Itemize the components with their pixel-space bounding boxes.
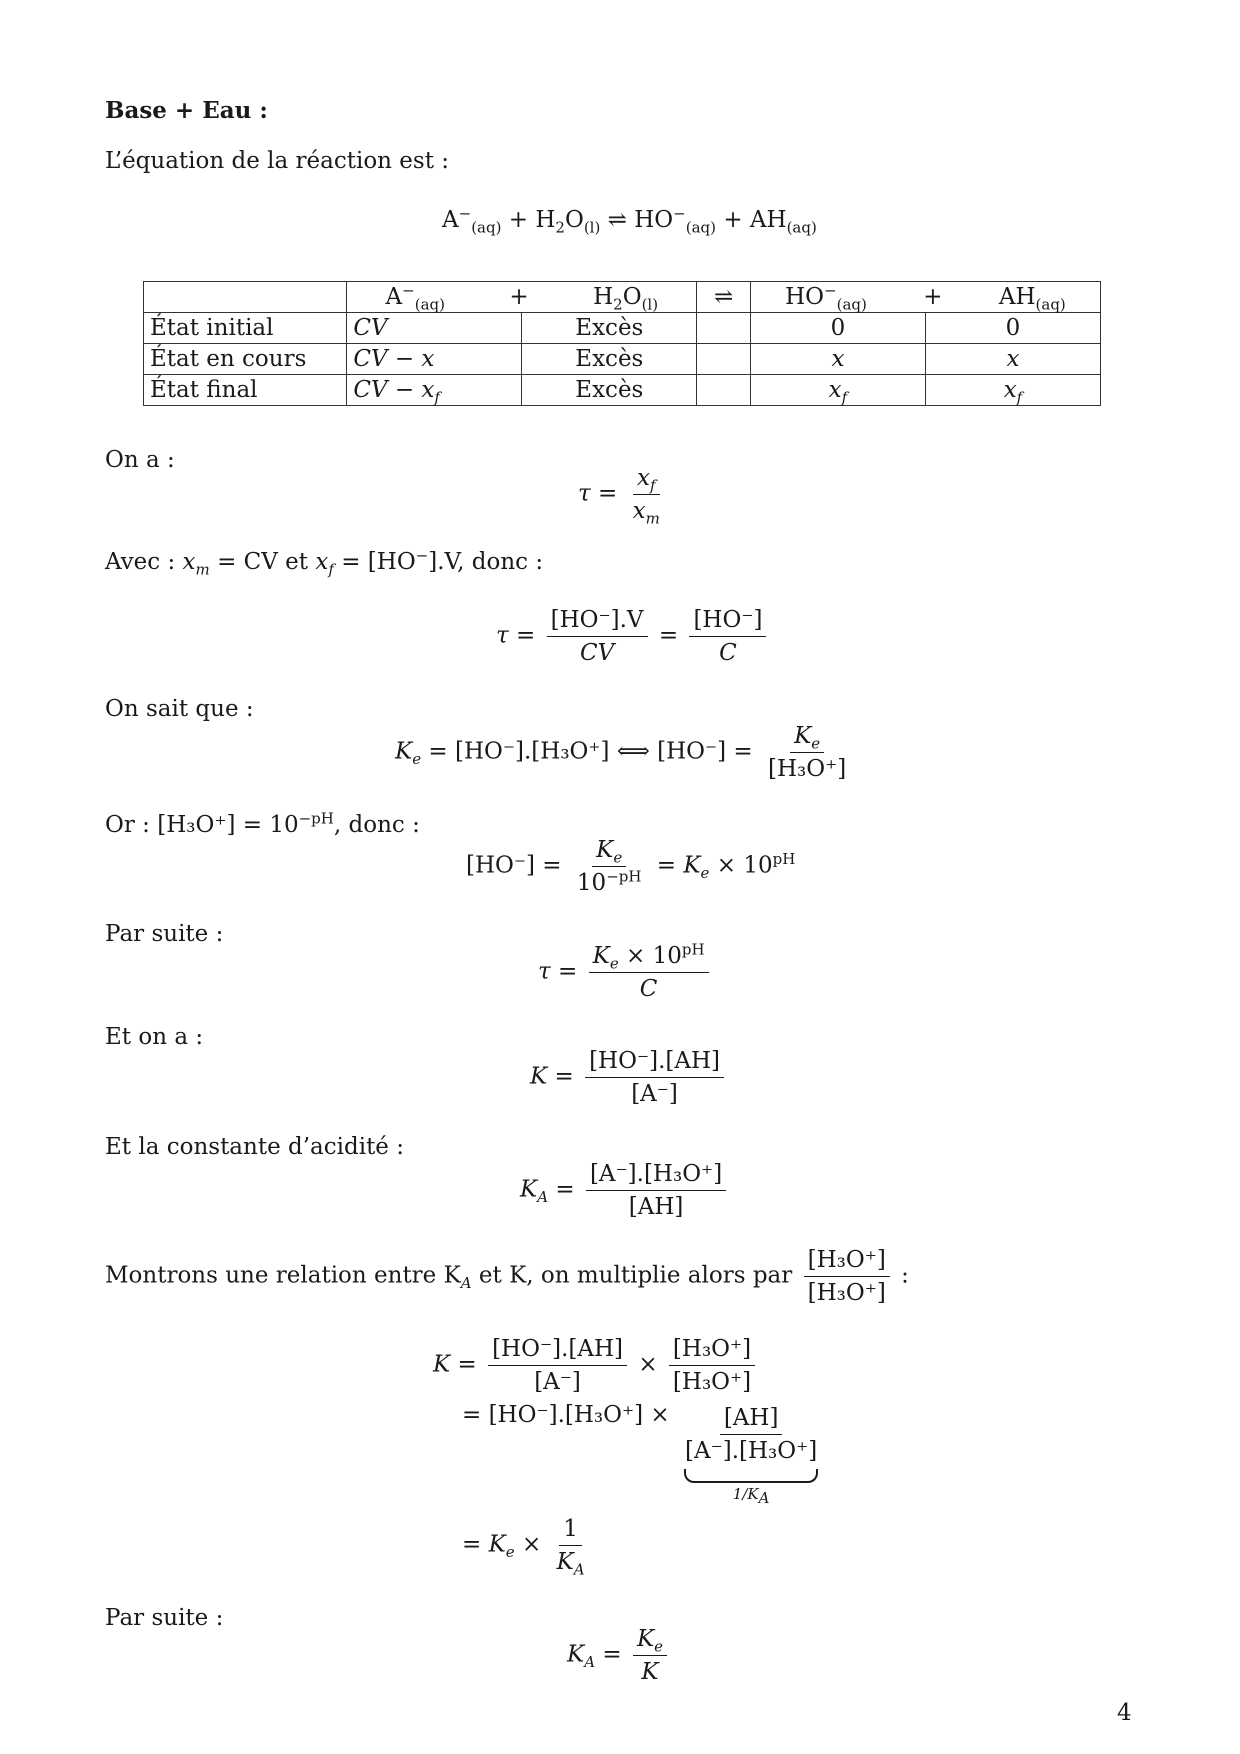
table-header-products: $HO^-_{(aq)}$ + $AH_{(aq)}$ (750, 282, 1100, 313)
par-suite-text-2: Par suite : (105, 1605, 224, 1631)
section-title: Base + Eau : (105, 97, 268, 124)
tau-expression: τ = $\frac{[HO^-].V}{CV}$ = $\frac{[HO^-]}{C}$ (496, 604, 770, 669)
constante-text: Et la constante d’acidité : (105, 1134, 404, 1160)
k-equation: K = $\frac{[HO^-].[AH]}{[A^-]}$ (530, 1045, 728, 1110)
reaction-equation: $A^-_{(aq)} + H_2O_{(l)}$ ⇌ $HO^-_{(aq)} + AH_{(aq)}$ (442, 204, 817, 237)
on-sait-text: On sait que : (105, 696, 254, 722)
derivation-line-1: K = $\frac{[HO^-].[AH]}{[A^-]}$ × $\frac{\text{[H₃O⁺]}}{\text{[H₃O⁺]}}$ (433, 1333, 759, 1398)
par-suite-text: Par suite : (105, 921, 224, 947)
table-row: État en cours CV − x Excès x x (144, 344, 1101, 375)
intro-text: L’équation de la réaction est : (105, 148, 450, 174)
table-header-equilibrium: ⇌ (697, 282, 751, 313)
derivation-line-3: = $K_e$ × $\frac{1}{K_A}$ (462, 1513, 593, 1578)
or-text: Or : $[H_3O^+] = 10^{-pH}$, donc : (105, 809, 420, 838)
underbrace-icon (684, 1469, 818, 1483)
table-row: État initial CV Excès 0 0 (144, 313, 1101, 344)
avec-text: Avec : $x_m$ = CV et $x_f = [HO^-].V$, donc : (105, 546, 544, 579)
table-header-reactants: $A^-_{(aq)}$ + $H_2O_{(l)}$ (347, 282, 697, 313)
table-row: État final CV − $x_f$ Excès $x_f$ $x_f$ (144, 375, 1101, 406)
et-on-a-text: Et on a : (105, 1024, 204, 1050)
table-header-row (144, 282, 1101, 313)
ho-equation: [HO⁻] = $\frac{K_e}{10^{-pH}}$ = $K_e \times 10^{pH}$ (466, 834, 795, 899)
progress-table (143, 281, 1101, 406)
tau-definition: τ = $\frac{x_f}{x_m}$ (578, 462, 668, 527)
ka-equation: $K_A$ = $\frac{\text{[A⁻].[H₃O⁺]}}{[AH]}$ (520, 1158, 730, 1223)
montrons-text: Montrons une relation entre $K_A$ et K, on multiplie alors par $\frac{\text{[H₃O⁺]}}{\text{[H₃O⁺]}}$ : (105, 1244, 909, 1309)
ke-equation: $K_e = [HO^-].[H_3O^+]$ ⟺ [HO⁻] = $\frac{K_e}{\text{[H₃O⁺]}}$ (395, 720, 854, 785)
page-number: 4 (1117, 1700, 1132, 1726)
on-a-text: On a : (105, 447, 175, 473)
derivation-line-2: = [HO⁻].[H₃O⁺] × $\frac{[AH]}{\text{[A⁻].[H₃O⁺]}}$ $1/K_A$ (462, 1402, 818, 1507)
underbrace-label: $1/K_A$ (732, 1485, 770, 1507)
tau-final: τ = $\frac{K_e \times 10^{pH}}{C}$ (538, 940, 713, 1005)
final-equation: $K_A$ = $\frac{K_e}{K}$ (567, 1623, 671, 1688)
